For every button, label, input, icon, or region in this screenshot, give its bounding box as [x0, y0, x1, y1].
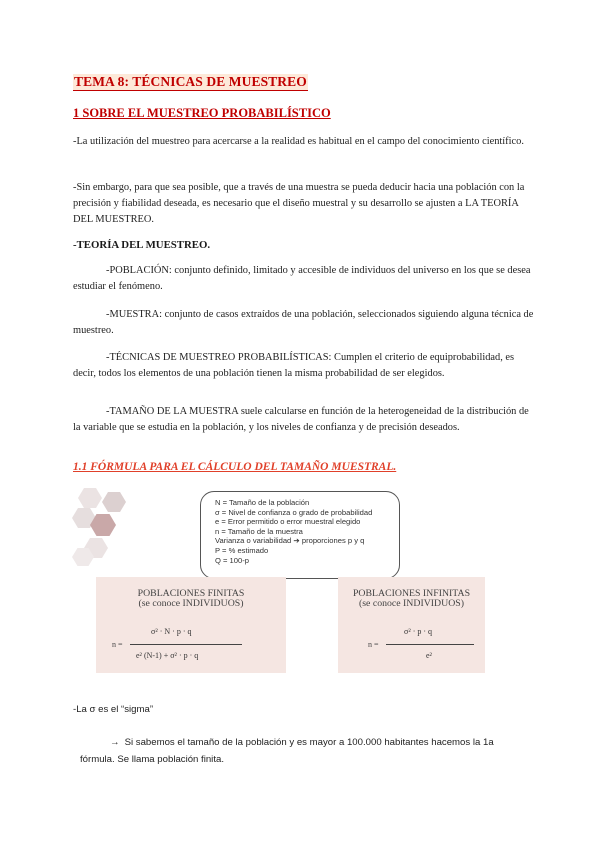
- finite-denominator: e² (N-1) + σ² · p · q: [136, 651, 199, 660]
- infinite-numerator: σ² · p · q: [404, 627, 433, 636]
- sigma-note: -La σ es el “sigma”: [73, 704, 154, 715]
- paragraph-2: -Sin embargo, para que sea posible, que a través de una muestra se pueda deducir hacia una población con la precisión y fiabilidad deseada, es necesario que el diseño muestral y su desarrollo se ajusten a LA TEORÍA DEL MUESTREO.: [73, 182, 525, 225]
- paragraph-1: -La utilización del muestreo para acercarse a la realidad es habitual en el campo del conocimiento científico.: [73, 136, 524, 147]
- infinite-fraction-bar: [386, 644, 474, 645]
- arrow-note-text: Si sabemos el tamaño de la población y es mayor a 100.000 habitantes hacemos la 1a fórmula. Se llama población finita.: [80, 737, 494, 765]
- arrow-right-icon: →: [110, 737, 120, 748]
- legend-line: e = Error permitido o error muestral elegido: [215, 517, 361, 527]
- finite-title: POBLACIONES FINITAS: [137, 588, 245, 599]
- formula-legend-box: [200, 491, 400, 579]
- arrow-note: [80, 734, 520, 768]
- legend-line: Q = 100-p: [215, 555, 249, 565]
- section-heading-1: 1 SOBRE EL MUESTREO PROBABILÍSTICO: [73, 106, 331, 120]
- definition-tecnicas: -TÉCNICAS DE MUESTREO PROBABILÍSTICAS: Cumplen el criterio de equiprobabilidad, es decir, todos los elementos de una población tienen la misma probabilidad de ser elegidos.: [73, 352, 515, 379]
- infinite-subtitle: (se conoce INDIVIDUOS): [358, 598, 464, 609]
- infinite-population-panel: [338, 577, 485, 673]
- finite-subtitle: (se conoce INDIVIDUOS): [138, 598, 244, 609]
- legend-line: P = % estimado: [215, 545, 269, 555]
- legend-line: σ = Nivel de confianza o grado de probabilidad: [215, 507, 373, 517]
- finite-population-panel: [96, 577, 286, 673]
- finite-numerator: σ² · N · p · q: [151, 627, 192, 636]
- page-title: TEMA 8: TÉCNICAS DE MUESTREO: [74, 74, 307, 89]
- legend-line: N = Tamaño de la población: [215, 498, 310, 507]
- finite-fraction-bar: [130, 644, 242, 645]
- definition-tamano: -TAMAÑO DE LA MUESTRA suele calcularse en función de la heterogeneidad de la distribución de la variable que se estudia en la población, y los niveles de confianza y de precisión deseados.: [73, 406, 529, 433]
- subheading-teoria: -TEORÍA DEL MUESTREO.: [73, 239, 211, 251]
- hexagon-decoration: [70, 486, 130, 576]
- infinite-denominator: e²: [426, 651, 432, 660]
- definition-muestra: -MUESTRA: conjunto de casos extraídos de una población, seleccionados siguiendo alguna técnica de muestreo.: [73, 309, 534, 336]
- legend-line: n = Tamaño de la muestra: [215, 526, 303, 536]
- legend-line: Varianza o variabilidad ➔ proporciones p y q: [215, 536, 365, 546]
- infinite-lhs: n =: [368, 640, 379, 649]
- section-heading-1-1: 1.1 FÓRMULA PARA EL CÁLCULO DEL TAMAÑO MUESTRAL.: [73, 461, 397, 473]
- finite-lhs: n =: [112, 640, 123, 649]
- definition-poblacion: -POBLACIÓN: conjunto definido, limitado y accesible de individuos del universo en los que se desea estudiar el fenómeno.: [73, 265, 531, 292]
- infinite-title: POBLACIONES INFINITAS: [352, 588, 471, 599]
